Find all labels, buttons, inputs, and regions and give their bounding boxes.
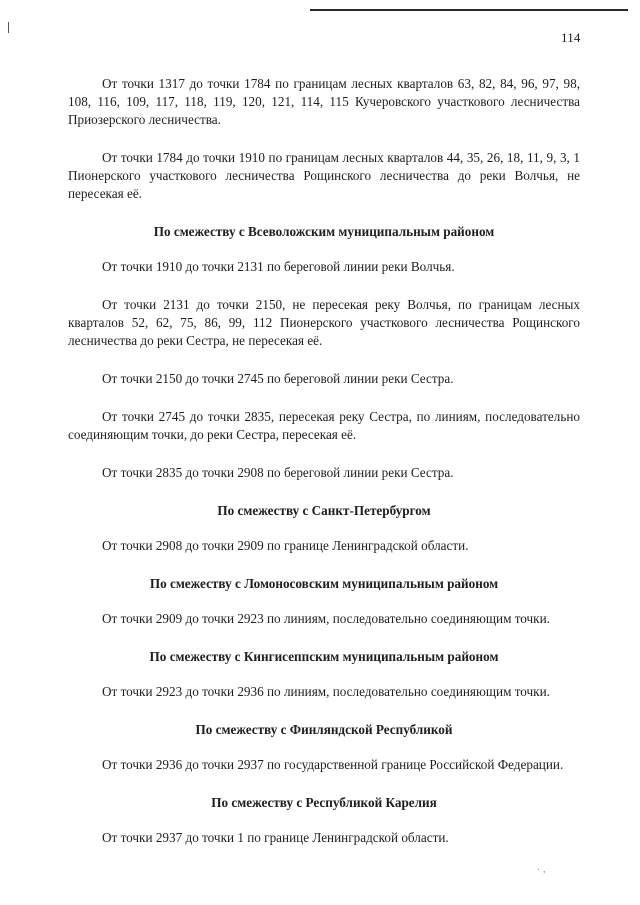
paragraph: От точки 2835 до точки 2908 по береговой линии реки Сестра. bbox=[102, 465, 454, 480]
page-number: 114 bbox=[561, 30, 581, 45]
paragraph: От точки 2150 до точки 2745 по береговой линии реки Сестра. bbox=[102, 371, 454, 386]
section-heading: По смежеству с Всеволожским муниципальным районом bbox=[153, 224, 495, 239]
paragraph: От точки 1784 до точки 1910 по границам лесных кварталов 44, 35, 26, 18, 11, 9, 3, 1 Пионерского участкового лесничества Рощинского лесничества до реки Волчья, не пересекая её. bbox=[68, 150, 580, 201]
header-rule bbox=[310, 9, 628, 11]
section-heading: По смежеству с Финляндской Республикой bbox=[195, 722, 453, 737]
section-heading: По смежеству с Республикой Карелия bbox=[211, 795, 437, 810]
section-heading: По смежеству с Ломоносовским муниципальным районом bbox=[149, 576, 499, 591]
paragraph: От точки 2936 до точки 2937 по государственной границе Российской Федерации. bbox=[102, 757, 564, 772]
paragraph: От точки 1910 до точки 2131 по береговой линии реки Волчья. bbox=[102, 259, 455, 274]
paragraph: От точки 2937 до точки 1 по границе Ленинградской области. bbox=[102, 830, 449, 845]
scan-edge-mark bbox=[8, 22, 9, 33]
paragraph: От точки 2908 до точки 2909 по границе Ленинградской области. bbox=[102, 538, 469, 553]
paragraph: От точки 2909 до точки 2923 по линиям, последовательно соединяющим точки. bbox=[102, 611, 550, 626]
document-body bbox=[68, 75, 580, 867]
scan-artifact: ٠ , bbox=[536, 864, 546, 874]
section-heading: По смежеству с Кингисеппским муниципальным районом bbox=[149, 649, 499, 664]
section-heading: По смежеству с Санкт-Петербургом bbox=[217, 503, 431, 518]
paragraph: От точки 2131 до точки 2150, не пересекая реку Волчья, по границам лесных кварталов 52, 62, 75, 86, 99, 112 Пионерского участкового лесничества Рощинского лесничества до реки Сестра, не пересекая её. bbox=[68, 297, 580, 348]
paragraph: От точки 1317 до точки 1784 по границам лесных кварталов 63, 82, 84, 96, 97, 98, 108, 116, 109, 117, 118, 119, 120, 121, 114, 115 Кучеровского участкового лесничества Приозерского лесничества. bbox=[68, 76, 580, 127]
paragraph: От точки 2745 до точки 2835, пересекая реку Сестра, по линиям, последовательно соединяющим точки, до реки Сестра, пересекая её. bbox=[68, 409, 580, 442]
paragraph: От точки 2923 до точки 2936 по линиям, последовательно соединяющим точки. bbox=[102, 684, 550, 699]
